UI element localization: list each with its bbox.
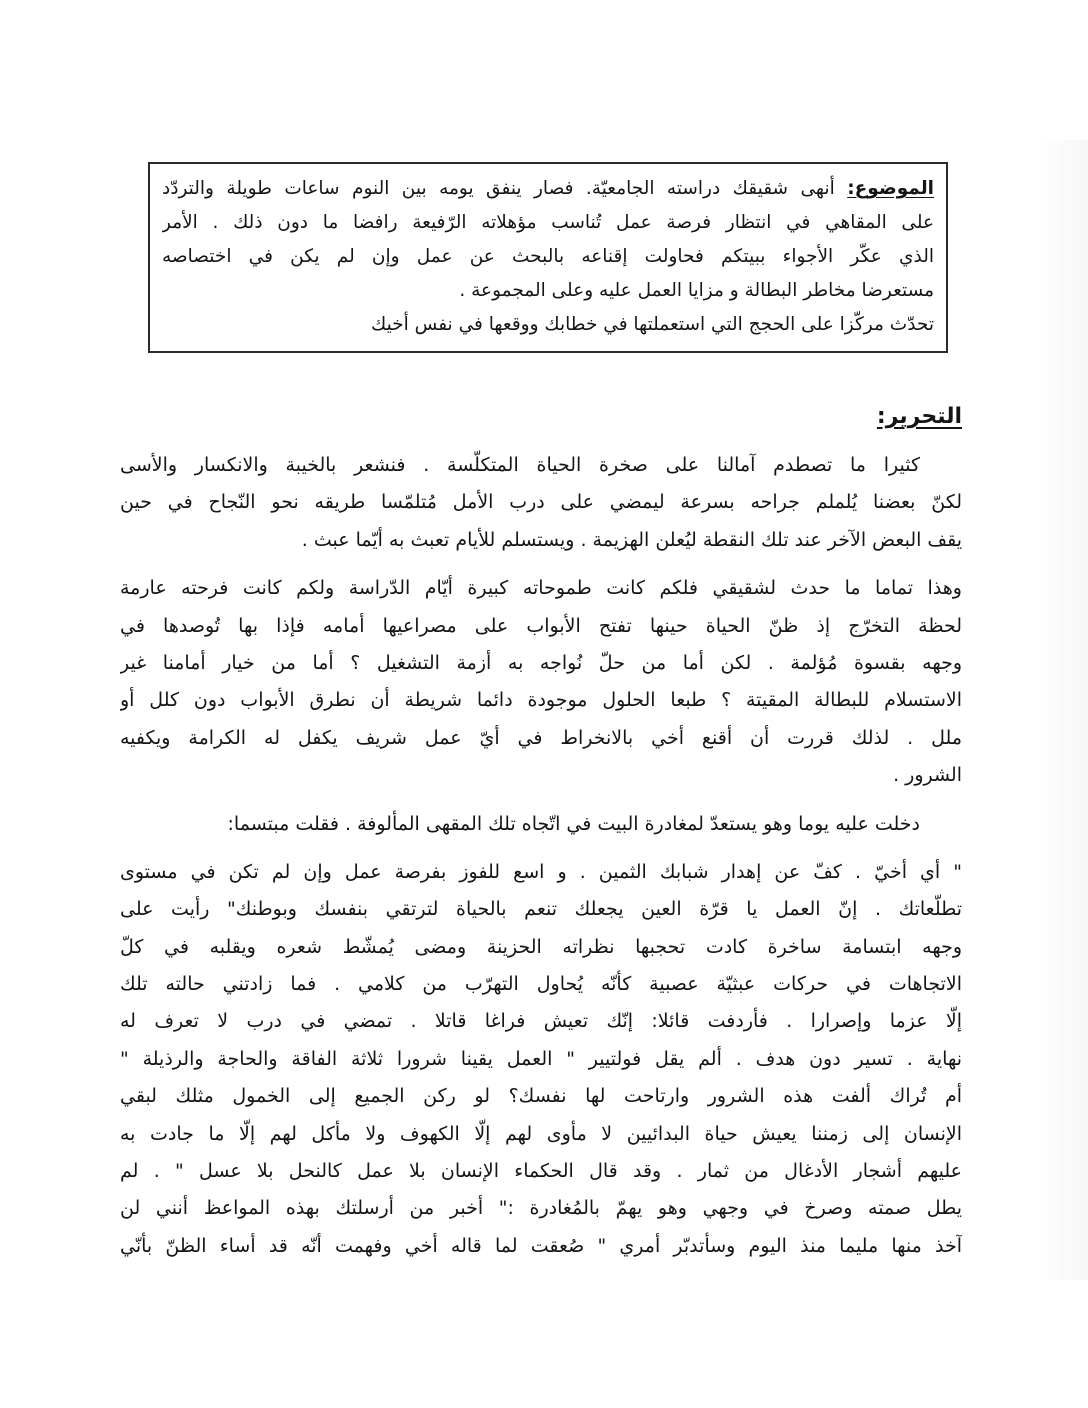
text-line: ملل . لذلك قررت أن أقنع أخي بالانخراط في أيّ عمل شريف يكفل له الكرامة ويكفيه	[120, 726, 962, 749]
subject-line: الذي عكّر الأجواء ببيتكم فحاولت إقناعه بالبحث عن عمل وإن لم يكن في اختصاصه	[162, 246, 934, 267]
text-line: لكنّ بعضنا يُلملم جراحه بسرعة ليمضي على درب الأمل مُتلمّسا طريقه نحو النّجاح في حين	[120, 491, 962, 514]
subject-box-lines	[162, 172, 934, 342]
paragraph	[120, 447, 962, 559]
subject-line	[162, 172, 934, 206]
subject-line-text: أنهى شقيقك دراسته الجامعيّة. فصار ينفق يومه بين النوم ساعات طويلة والتردّد	[162, 178, 835, 199]
essay-body	[120, 447, 962, 1276]
text-line: وجهه بقسوة مُؤلمة . لكن أما من حلّ نُواجه به أزمة التشغيل ؟ أما من خيار أمامنا غير	[120, 651, 962, 674]
scan-artifact	[1036, 140, 1088, 1280]
section-heading: التحرير:	[876, 404, 962, 429]
text-line: يقف البعض الآخر عند تلك النقطة ليُعلن الهزيمة . ويستسلم للأيام تعبث به أيّما عبث .	[301, 528, 962, 551]
paragraph	[120, 806, 962, 843]
subject-label: الموضوع:	[847, 178, 934, 199]
paragraph	[120, 854, 962, 1265]
paragraph	[120, 570, 962, 794]
text-line: عليهم أشجار الأدغال من ثمار . وقد قال الحكماء الإنسان بلا عمل كالنحل بلا عسل " . لم	[120, 1160, 962, 1183]
text-line: إلّا عزما وإصرارا . فأردفت قائلا: إنّك تعيش فراغا قاتلا . تمضي في درب لا تعرف له	[120, 1010, 962, 1033]
text-line: تطلّعاتك . إنّ العمل يا قرّة العين يجعلك تنعم بالحياة لترتقي بنفسك وبوطنك" رأيت على	[120, 898, 962, 921]
text-line: يطل صمته وصرخ في وجهي وهو يهمّ بالمُغادرة :" أخبر من أرسلتك بهذه المواعظ أنني لن	[120, 1197, 962, 1220]
text-line: الإنسان إلى زمننا يعيش حياة البدائيين لا مأوى لهم إلّا الكهوف ولا مأكل لهم إلّا ما جادت به	[120, 1122, 962, 1145]
text-line: آخذ منها مليما منذ اليوم وسأتدبّر أمري " صُعقت لما قاله أخي وفهمت أنّه قد أساء الظنّ بأنّي	[120, 1234, 962, 1257]
text-line: أم تُراك ألفت هذه الشرور وارتاحت لها نفسك؟ لو ركن الجميع إلى الخمول مثلك لبقي	[120, 1085, 962, 1108]
subject-line: مستعرضا مخاطر البطالة و مزايا العمل عليه وعلى المجموعة .	[459, 280, 934, 301]
text-line: الاتجاهات في حركات عبثيّة عصبية كأنّه يُحاول التهرّب من كلامي . فما زادتني حالته تلك	[120, 973, 962, 996]
subject-box	[148, 162, 948, 353]
text-line: وجهه ابتسامة ساخرة كادت تحجبها نظراته الحزينة ومضى يُمشّط شعره ويقلبه في كلّ	[120, 935, 962, 958]
text-line: الاستسلام للبطالة المقيتة ؟ طبعا الحلول موجودة دائما شريطة أن نطرق الأبواب دون كلل أو	[120, 689, 962, 712]
subject-line: تحدّث مركّزا على الحجج التي استعملتها في خطابك ووقعها في نفس أخيك	[370, 314, 934, 335]
text-line: لحظة التخرّج إذ ظنّ الحياة حينها تفتح الأبواب على مصراعيها أمامه فإذا بها تُوصدها في	[120, 614, 962, 637]
text-line: كثيرا ما تصطدم آمالنا على صخرة الحياة المتكلّسة . فنشعر بالخيبة والانكسار والأسى	[120, 454, 920, 476]
text-line: " أي أخيّ . كفّ عن إهدار شبابك الثمين . و اسع للفوز بفرصة عمل وإن لم تكن في مستوى	[120, 860, 962, 883]
text-line: نهاية . تسير دون هدف . ألم يقل فولتيير " العمل يقينا شرورا ثلاثة الفاقة والحاجة والرذيلة "	[120, 1047, 962, 1070]
text-line: وهذا تماما ما حدث لشقيقي فلكم كانت طموحاته كبيرة أيّام الدّراسة ولكم كانت فرحته عارمة	[120, 577, 962, 600]
text-line: الشرور .	[893, 764, 962, 787]
text-line: دخلت عليه يوما وهو يستعدّ لمغادرة البيت في اتّجاه تلك المقهى المألوفة . فقلت مبتسما:	[227, 812, 920, 835]
subject-line: على المقاهي في انتظار فرصة عمل تُناسب مؤهلاته الرّفيعة رافضا ما دون ذلك . الأمر	[162, 212, 934, 233]
